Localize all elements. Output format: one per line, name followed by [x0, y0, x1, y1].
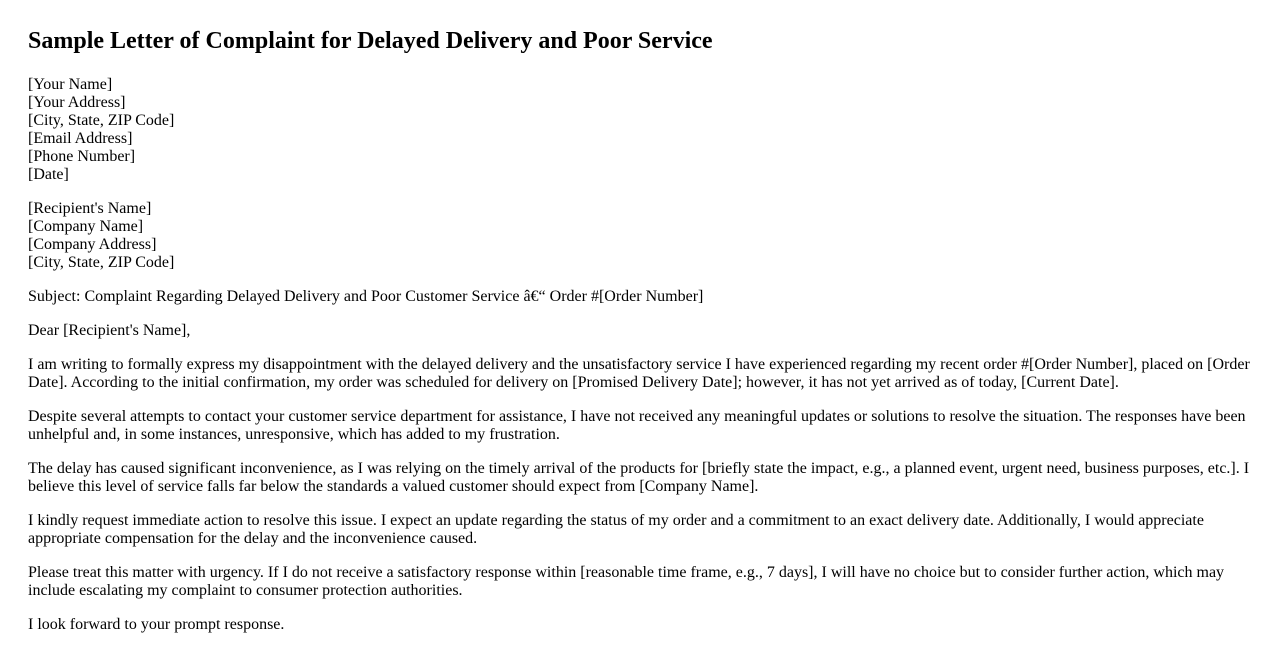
recipient-company: [Company Name] [28, 218, 144, 235]
sender-name: [Your Name] [28, 76, 113, 93]
sender-phone: [Phone Number] [28, 148, 136, 165]
sender-city-state-zip: [City, State, ZIP Code] [28, 112, 175, 129]
letter-date: [Date] [28, 166, 69, 183]
recipient-name: [Recipient's Name] [28, 200, 152, 217]
body-paragraph-2: Despite several attempts to contact your customer service department for assistance, I have not received any meaningful updates or solutions to resolve the situation. The responses have been unhelpful and, in some instances, unresponsive, which has added to my frustration. [28, 408, 1246, 443]
sender-address-block [28, 76, 1250, 184]
closing-line: I look forward to your prompt response. [28, 616, 285, 633]
recipient-company-address: [Company Address] [28, 236, 157, 253]
subject-line: Subject: Complaint Regarding Delayed Delivery and Poor Customer Service â€“ Order #[Order Number] [28, 288, 704, 305]
body-paragraph-1: I am writing to formally express my disappointment with the delayed delivery and the unsatisfactory service I have experienced regarding my recent order #[Order Number], placed on [Order Date]. According to the initial confirmation, my order was scheduled for delivery on [Promised Delivery Date]; however, it has not yet arrived as of today, [Current Date]. [28, 356, 1250, 391]
page-title: Sample Letter of Complaint for Delayed Delivery and Poor Service [28, 28, 713, 54]
body-paragraph-4: I kindly request immediate action to resolve this issue. I expect an update regarding the status of my order and a commitment to an exact delivery date. Additionally, I would appreciate appropriate compensation for the delay and the inconvenience caused. [28, 512, 1204, 547]
recipient-city-state-zip: [City, State, ZIP Code] [28, 254, 175, 271]
body-paragraph-3: The delay has caused significant inconvenience, as I was relying on the timely arrival of the products for [briefly state the impact, e.g., a planned event, urgent need, business purposes, etc.]. I believe this level of service falls far below the standards a valued customer should expect from [Company Name]. [28, 460, 1250, 495]
sender-email: [Email Address] [28, 130, 133, 147]
salutation: Dear [Recipient's Name], [28, 322, 191, 339]
body-paragraph-5: Please treat this matter with urgency. If I do not receive a satisfactory response within [reasonable time frame, e.g., 7 days], I will have no choice but to consider further action, which may include escalating my complaint to consumer protection authorities. [28, 564, 1225, 599]
recipient-address-block [28, 200, 1250, 272]
sender-address: [Your Address] [28, 94, 126, 111]
